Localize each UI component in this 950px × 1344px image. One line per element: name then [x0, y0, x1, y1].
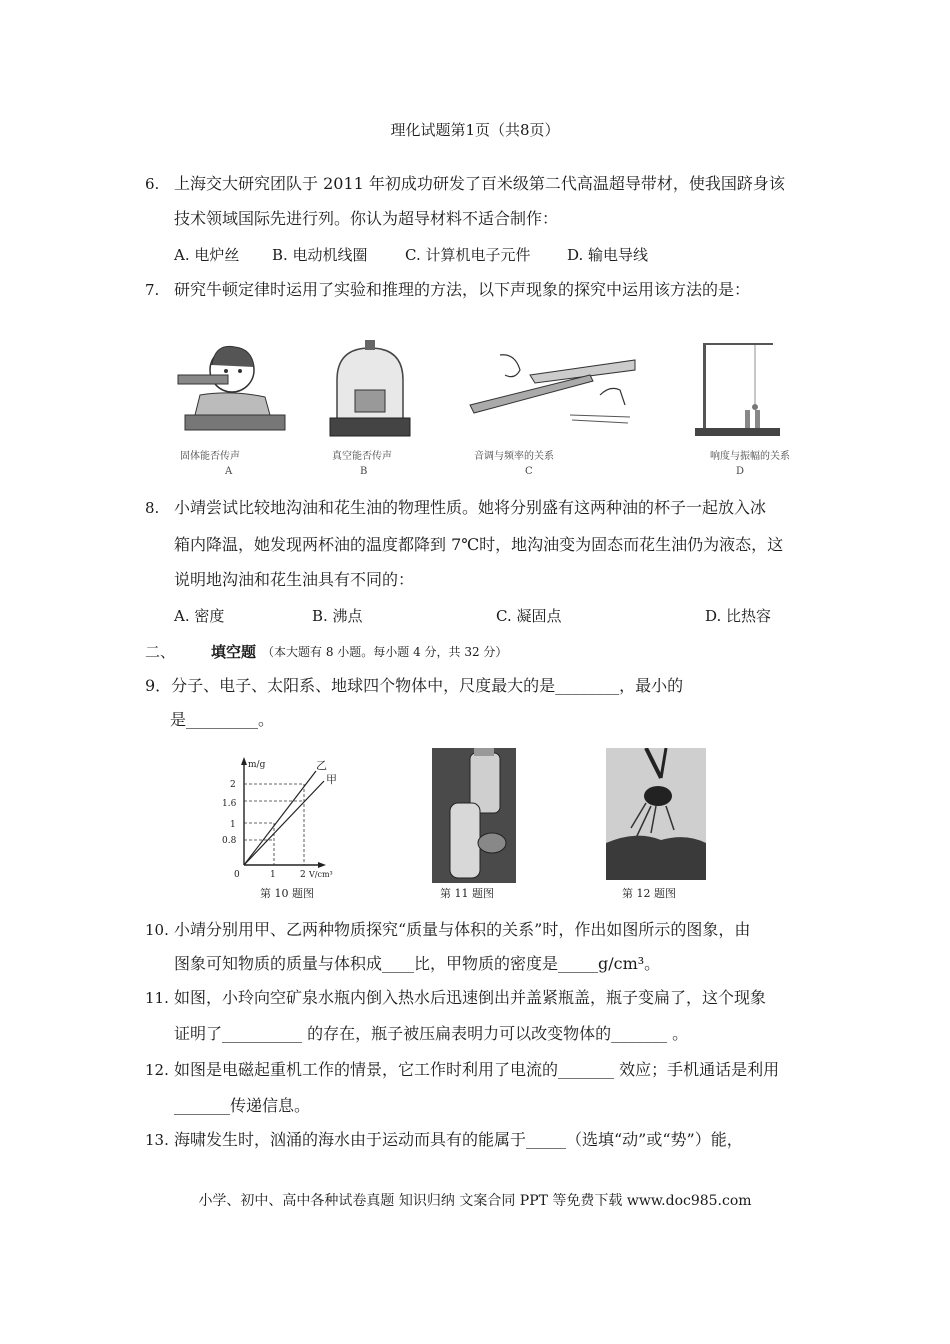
q11-line1: 如图，小玲向空矿泉水瓶内倒入热水后迅速倒出并盖紧瓶盖，瓶子变扁了，这个现象 — [174, 988, 767, 1007]
q13-line1: 海啸发生时，汹涌的海水由于运动而具有的能属于_____（选填“动”或“势”）能， — [174, 1130, 743, 1149]
page-footer: 小学、初中、高中各种试卷真题 知识归纳 文案合同 PPT 等免费下载 www.doc985.com — [198, 1193, 752, 1209]
q7-number: 7. — [145, 281, 160, 299]
fig10-line-jia: 甲 — [326, 773, 337, 786]
q7-letter-d: D — [736, 466, 745, 477]
q10-line1: 小靖分别用甲、乙两种物质探究“质量与体积的关系”时，作出如图所示的图象，由 — [174, 920, 751, 939]
q7-caption-d: 响度与振幅的关系 — [710, 451, 790, 462]
q11-number: 11. — [145, 989, 169, 1007]
q7-letter-b: B — [360, 466, 368, 477]
q10-line2: 图象可知物质的质量与体积成____比，甲物质的密度是_____g/cm³。 — [174, 954, 661, 973]
q8-number: 8. — [145, 499, 160, 517]
q7-letter-c: C — [525, 466, 533, 477]
q10-number: 10. — [145, 921, 169, 939]
q12-line1: 如图是电磁起重机工作的情景，它工作时利用了电流的_______ 效应；手机通话是利用 — [174, 1060, 780, 1079]
q13-number: 13. — [145, 1131, 169, 1149]
q8-option-c: C. 凝固点 — [496, 607, 562, 625]
q6-option-c: C. 计算机电子元件 — [405, 246, 531, 264]
fig12-photo — [606, 748, 706, 880]
section2-title: 填空题 — [211, 643, 257, 661]
q6-option-d: D. 输电导线 — [567, 246, 649, 264]
fig10-xtick-1: 1 — [270, 870, 276, 880]
q8-line1: 小靖尝试比较地沟油和花生油的物理性质。她将分别盛有这两种油的杯子一起放入冰 — [174, 498, 767, 517]
fig10-graph — [212, 755, 352, 883]
fig10-ytick-0-8: 0.8 — [222, 836, 237, 846]
q8-line2: 箱内降温，她发现两杯油的温度都降到 7℃时，地沟油变为固态而花生油仍为液态，这 — [174, 535, 784, 554]
q12-line2: _______传递信息。 — [174, 1096, 311, 1115]
fig12-caption: 第 12 题图 — [622, 887, 676, 900]
q7-caption-a: 固体能否传声 — [180, 451, 240, 462]
q12-number: 12. — [145, 1061, 169, 1079]
q8-option-a: A. 密度 — [174, 607, 225, 625]
q7-figure-a — [170, 335, 290, 440]
section2-number: 二、 — [145, 643, 176, 661]
q8-option-d: D. 比热容 — [705, 607, 772, 625]
q7-figure-b — [325, 340, 415, 440]
page-header: 理化试题第1页（共8页） — [390, 121, 560, 139]
q8-line3: 说明地沟油和花生油具有不同的： — [174, 570, 415, 589]
q7-line1: 研究牛顿定律时运用了实验和推理的方法，以下声现象的探究中运用该方法的是： — [174, 280, 751, 299]
fig11-caption: 第 11 题图 — [440, 887, 494, 900]
q7-figure-c — [460, 345, 640, 440]
q6-option-b: B. 电动机线圈 — [272, 246, 368, 264]
q9-line1: 9．分子、电子、太阳系、地球四个物体中，尺度最大的是________，最小的 — [145, 676, 684, 695]
section2-note: （本大题有 8 小题。每小题 4 分，共 32 分） — [262, 645, 508, 659]
q6-line2: 技术领域国际先进行列。你认为超导材料不适合制作： — [174, 209, 559, 228]
q9-line2: 是_________。 — [170, 710, 275, 729]
q7-caption-b: 真空能否传声 — [332, 451, 392, 462]
fig10-ytick-1: 1 — [230, 820, 236, 830]
q7-caption-c: 音调与频率的关系 — [474, 451, 554, 462]
fig10-caption: 第 10 题图 — [260, 887, 314, 900]
fig10-line-yi: 乙 — [316, 759, 327, 772]
fig11-photo — [432, 748, 516, 883]
fig10-ytick-2: 2 — [230, 780, 236, 790]
q11-line2: 证明了__________ 的存在，瓶子被压扁表明力可以改变物体的_______ 。 — [174, 1024, 689, 1043]
q7-letter-a: A — [225, 466, 233, 477]
fig10-ylabel: m/g — [248, 760, 266, 770]
fig10-xlabel: V/cm³ — [309, 870, 333, 879]
q7-figure-d — [695, 340, 785, 440]
fig10-ytick-1-6: 1.6 — [222, 799, 237, 809]
q6-line1: 上海交大研究团队于 2011 年初成功研发了百米级第二代高温超导带材，使我国跻身该 — [174, 174, 785, 193]
q8-option-b: B. 沸点 — [312, 607, 363, 625]
fig10-xtick-2: 2 — [300, 870, 306, 880]
q6-option-a: A. 电炉丝 — [174, 246, 240, 264]
q6-number: 6. — [145, 175, 160, 193]
fig10-xtick-0: 0 — [234, 870, 240, 880]
